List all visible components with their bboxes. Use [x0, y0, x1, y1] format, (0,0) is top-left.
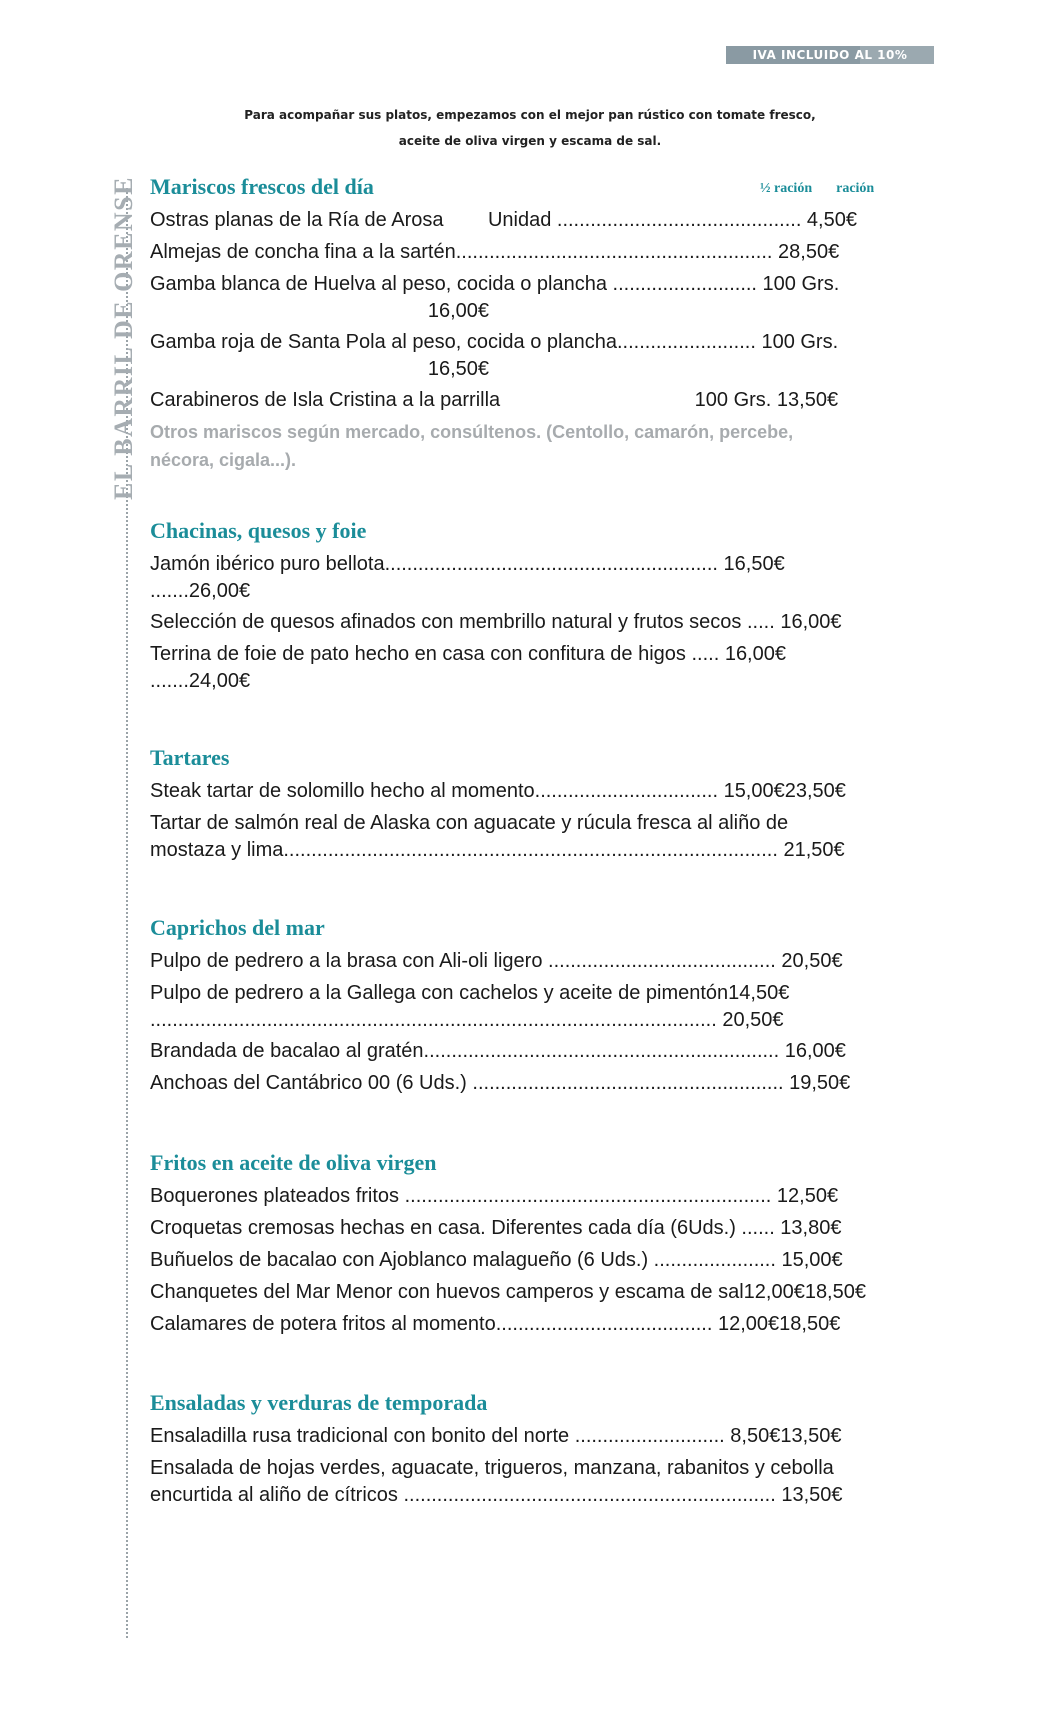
- menu-item: [150, 1278, 950, 1306]
- menu-item: [150, 640, 950, 694]
- menu-item-continuation: .......24,00€: [150, 670, 251, 692]
- menu-item: [150, 1454, 950, 1508]
- menu-item-continuation: mostaza y lima......................................................................................... 21,50€: [150, 839, 845, 861]
- menu-item-text: Almejas de concha fina a la sartén......................................................... 28,50€: [150, 241, 840, 263]
- section-title: [150, 516, 950, 546]
- menu-section: [150, 913, 950, 1097]
- section-title: [150, 913, 950, 943]
- menu-item: [150, 608, 950, 636]
- section-title-text: Mariscos frescos del día: [150, 174, 374, 199]
- menu-item-text: Anchoas del Cantábrico 00 (6 Uds.) ........................................................ 19,50€: [150, 1072, 851, 1094]
- menu-item-text: Croquetas cremosas hechas en casa. Diferentes cada día (6Uds.) ...... 13,80€: [150, 1217, 842, 1239]
- menu-item-text: Pulpo de pedrero a la Gallega con cachelos y aceite de pimentón14,50€: [150, 982, 790, 1004]
- menu-item-text: Ostras planas de la Ría de Arosa Unidad ............................................ 4,50€: [150, 209, 857, 231]
- section-title-text: Tartares: [150, 745, 230, 770]
- section-title: [150, 1148, 950, 1178]
- menu-item-continuation: 16,50€: [150, 358, 490, 380]
- menu-item-text: Carabineros de Isla Cristina a la parrilla 100 Grs. 13,50€: [150, 389, 839, 411]
- menu-section: [150, 516, 950, 694]
- menu-item-text: Ensaladilla rusa tradicional con bonito del norte ........................... 8,50€13,50€: [150, 1425, 842, 1447]
- menu-item-text: Pulpo de pedrero a la brasa con Ali-oli ligero ......................................... 20,50€: [150, 950, 843, 972]
- menu-item: [150, 1182, 950, 1210]
- intro-line-1: Para acompañar sus platos, empezamos con el mejor pan rústico con tomate fresco,: [244, 108, 816, 122]
- menu-item: [150, 1069, 950, 1097]
- menu-item: [150, 979, 950, 1033]
- section-note: [150, 418, 950, 474]
- section-title-text: Fritos en aceite de oliva virgen: [150, 1150, 437, 1175]
- menu-item-continuation: 16,00€: [150, 300, 490, 322]
- section-title: [150, 743, 950, 773]
- menu-section: [150, 1148, 950, 1338]
- menu-item: [150, 1037, 950, 1065]
- menu-item-text: Steak tartar de solomillo hecho al momento................................. 15,00€23,50€: [150, 780, 846, 802]
- menu-item-text: Brandada de bacalao al gratén................................................................ 16,00€: [150, 1040, 846, 1062]
- menu-item-text: Jamón ibérico puro bellota............................................................ 16,50€: [150, 553, 785, 575]
- menu-item: [150, 947, 950, 975]
- full-portion-label: ración: [836, 181, 875, 196]
- menu-item-text: Terrina de foie de pato hecho en casa con confitura de higos ..... 16,00€: [150, 643, 786, 665]
- menu-section: [150, 1388, 950, 1508]
- menu-item-text: Ensalada de hojas verdes, aguacate, trigueros, manzana, rabanitos y cebolla: [150, 1457, 834, 1479]
- menu-item-continuation: ...................................................................................................... 20,50€: [150, 1009, 784, 1031]
- menu-item: [150, 1214, 950, 1242]
- section-title: [150, 1388, 950, 1418]
- menu-item-text: Gamba blanca de Huelva al peso, cocida o plancha .......................... 100 Grs.: [150, 273, 840, 295]
- section-note-line: Otros mariscos según mercado, consúltenos. (Centollo, camarón, percebe,: [150, 422, 794, 442]
- side-brand-text: EL BARRIL DE ORENSE: [109, 176, 138, 500]
- menu-item-text: Calamares de potera fritos al momento....................................... 12,00€18,50€: [150, 1313, 841, 1335]
- menu-item-text: Boquerones plateados fritos .................................................................. 12,50€: [150, 1185, 839, 1207]
- menu-item: [150, 270, 950, 324]
- menu-section: [150, 172, 950, 474]
- iva-badge: IVA INCLUIDO AL 10%: [726, 46, 934, 64]
- menu-item-text: Buñuelos de bacalao con Ajoblanco malagueño (6 Uds.) ...................... 15,00€: [150, 1249, 843, 1271]
- menu-item: [150, 1422, 950, 1450]
- portion-column-labels: [760, 174, 874, 204]
- menu-item: [150, 777, 950, 805]
- section-title-text: Ensaladas y verduras de temporada: [150, 1390, 488, 1415]
- intro-line-2: aceite de oliva virgen y escama de sal.: [398, 134, 662, 148]
- menu-item: [150, 238, 950, 266]
- menu-item-continuation: encurtida al aliño de cítricos ................................................................... 13,50€: [150, 1484, 843, 1506]
- menu-item: [150, 386, 950, 414]
- half-portion-label: ½ ración: [760, 181, 813, 196]
- menu-item-text: Gamba roja de Santa Pola al peso, cocida o plancha......................... 100 Grs.: [150, 331, 839, 353]
- intro-text: [180, 102, 880, 154]
- menu-item-text: Tartar de salmón real de Alaska con aguacate y rúcula fresca al aliño de: [150, 812, 789, 834]
- menu-item-text: Chanquetes del Mar Menor con huevos camperos y escama de sal12,00€18,50€: [150, 1281, 866, 1303]
- menu-item-text: Selección de quesos afinados con membrillo natural y frutos secos ..... 16,00€: [150, 611, 842, 633]
- menu-item-continuation: .......26,00€: [150, 580, 251, 602]
- menu-item: [150, 1310, 950, 1338]
- section-note-line: nécora, cigala...).: [150, 450, 297, 470]
- menu-item: [150, 328, 950, 382]
- menu-section: [150, 743, 950, 863]
- menu-item: [150, 1246, 950, 1274]
- menu-item: [150, 206, 950, 234]
- section-title: [150, 172, 950, 202]
- menu-item: [150, 809, 950, 863]
- section-title-text: Caprichos del mar: [150, 915, 325, 940]
- menu-item: [150, 550, 950, 604]
- section-title-text: Chacinas, quesos y foie: [150, 518, 367, 543]
